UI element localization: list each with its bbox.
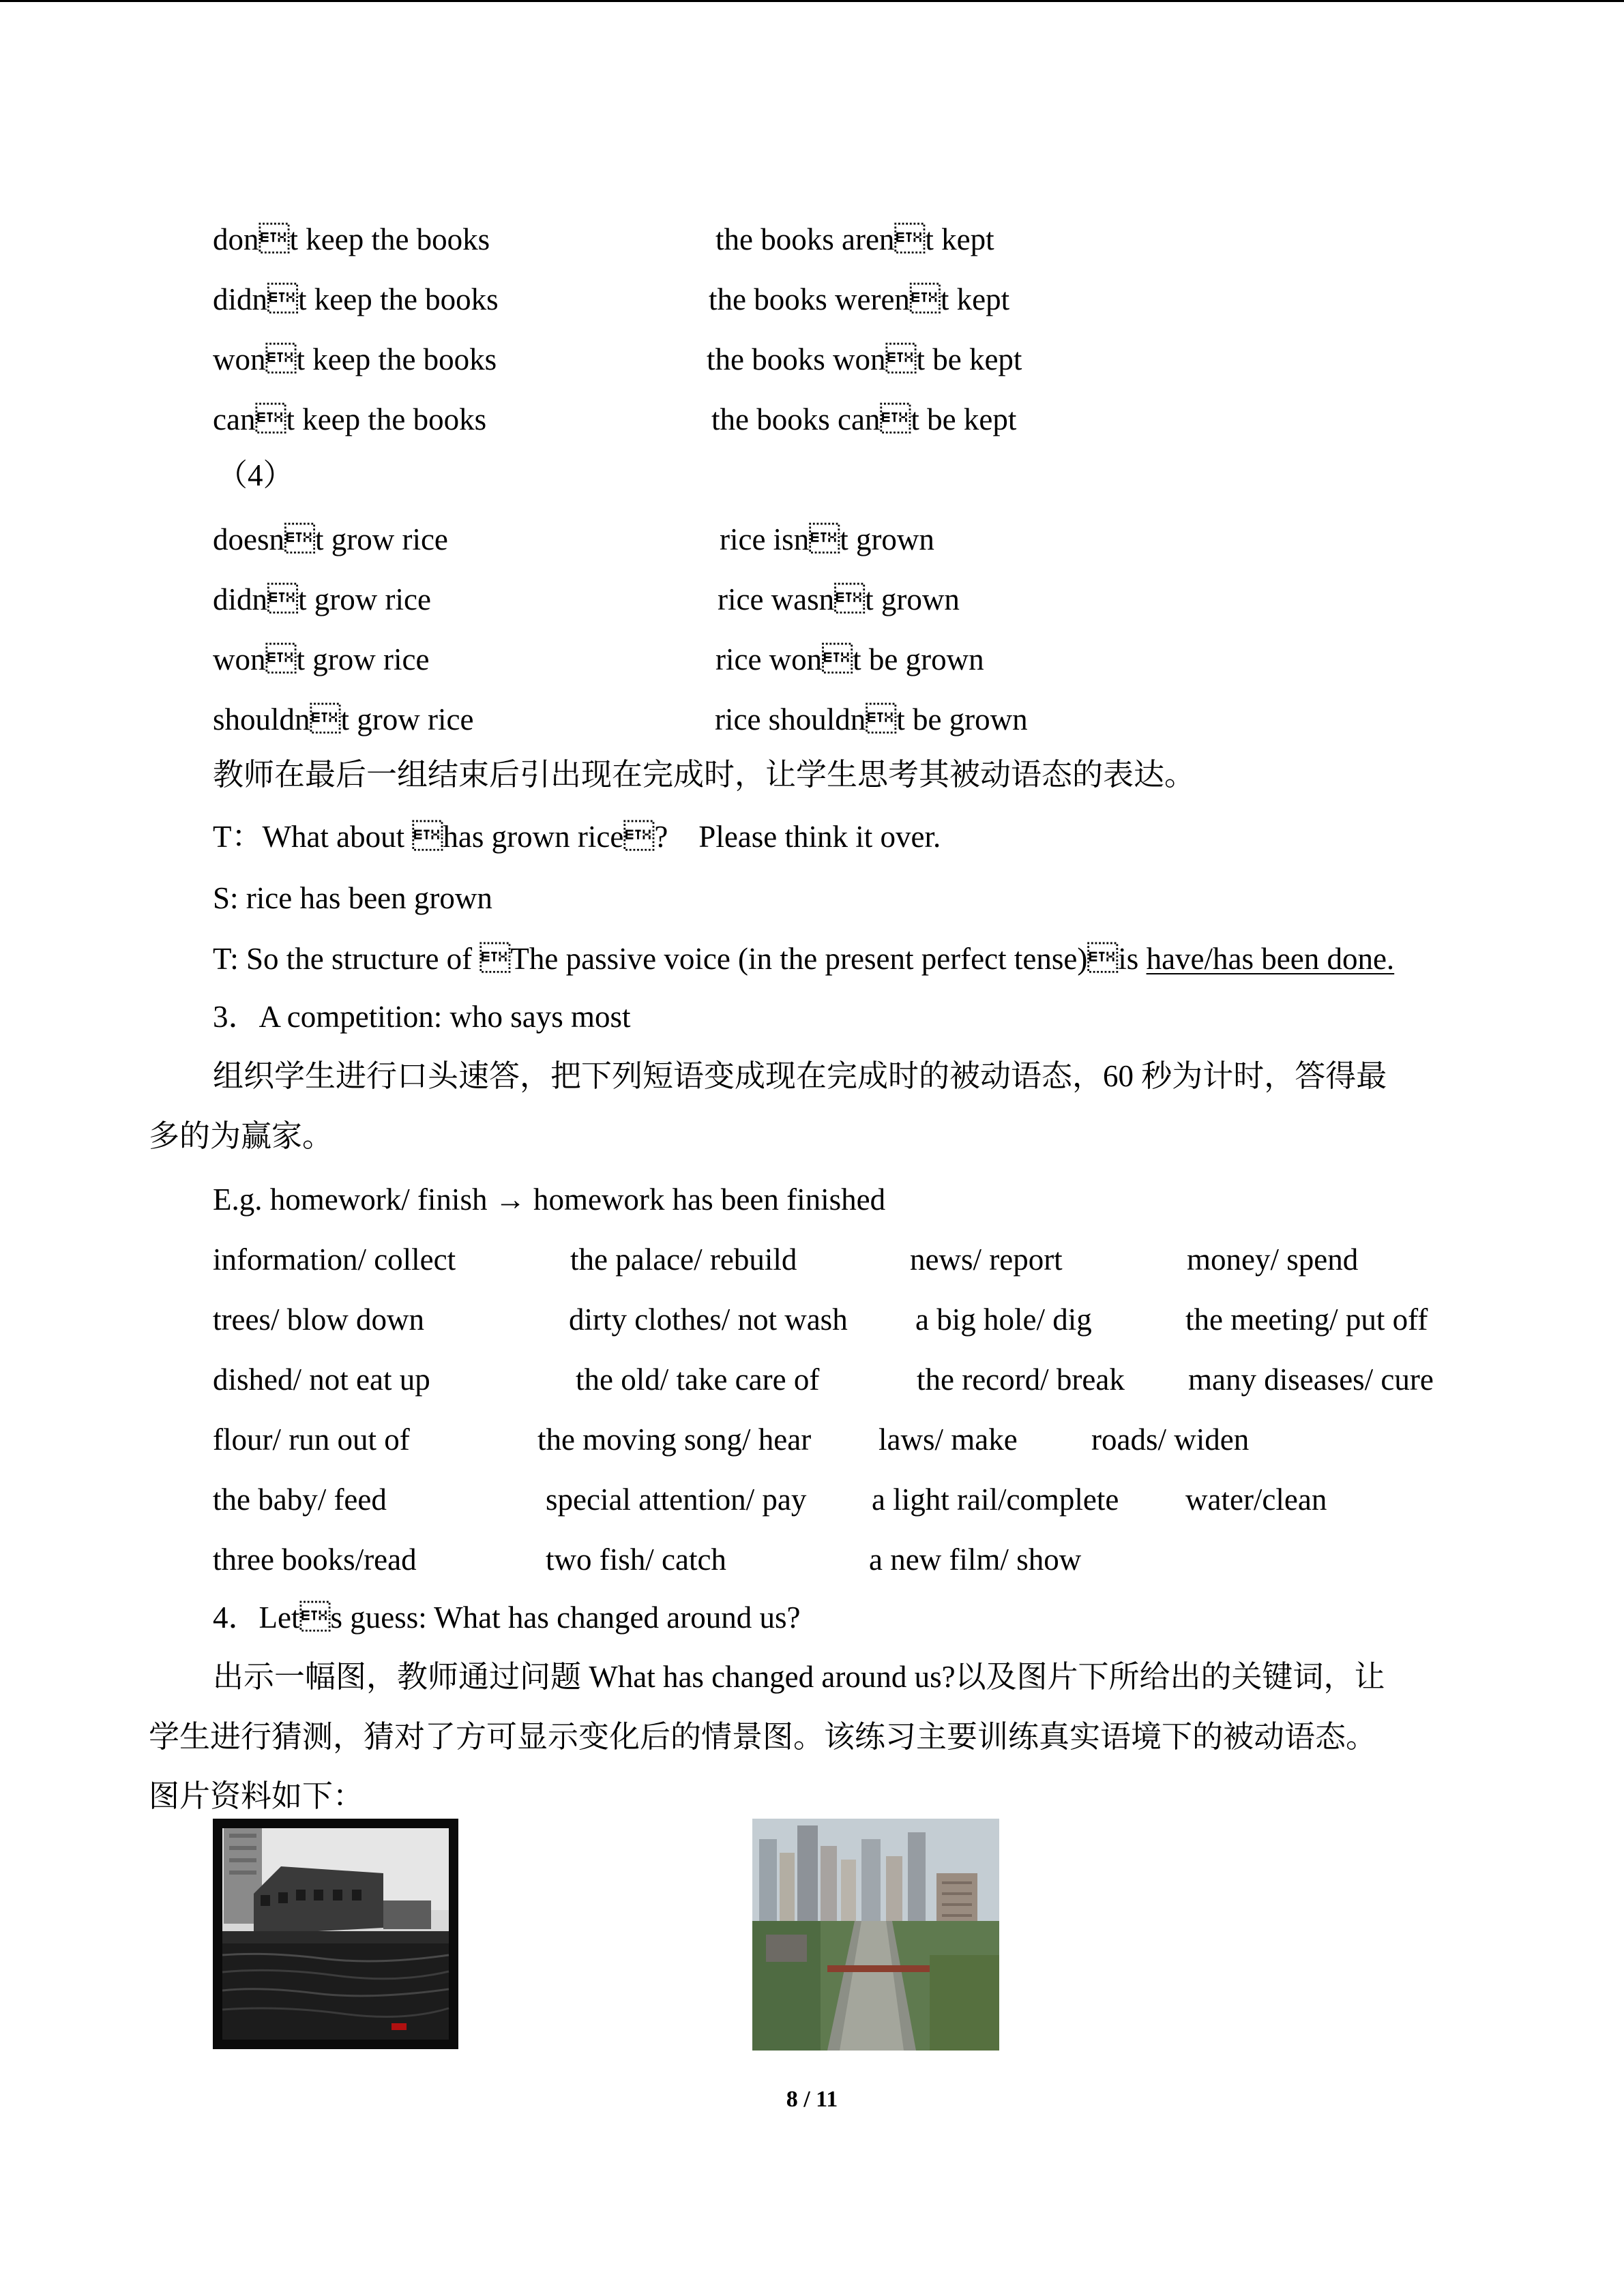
old-riverside-photo — [213, 1819, 458, 2049]
teacher-note: 教师在最后一组结束后引出现在完成时，让学生思考其被动语态的表达。 — [213, 758, 1196, 792]
group4-label: （4） — [217, 458, 294, 492]
dialogue-teacher-1: T：What about has grown rice? Please think it over. — [213, 820, 941, 854]
phrase-item: a big hole/ dig — [915, 1302, 1092, 1337]
phrase-item: the meeting/ put off — [1185, 1302, 1428, 1337]
section4-paragraph-line3: 图片资料如下： — [149, 1779, 364, 1813]
section3-paragraph-line1: 组织学生进行口头速答，把下列短语变成现在完成时的被动语态，60 秒为计时，答得最 — [213, 1059, 1387, 1093]
section4-paragraph-line1: 出示一幅图，教师通过问题 What has changed around us?以及图片下所给出的关键词，让 — [213, 1660, 1385, 1694]
phrase-item: roads/ widen — [1091, 1422, 1250, 1457]
dialogue-teacher-2-text: T: So the structure of The passive voice (in the present perfect tense)is — [213, 942, 1147, 976]
group4-active-4: shouldnt grow rice — [213, 702, 474, 736]
phrase-item: the old/ take care of — [576, 1362, 820, 1397]
phrase-item: news/ report — [910, 1242, 1063, 1277]
section3-title: 3．A competition: who says most — [213, 1000, 631, 1034]
phrase-item: laws/ make — [879, 1422, 1018, 1457]
section4-paragraph-line2: 学生进行猜测，猜对了方可显示变化后的情景图。该练习主要训练真实语境下的被动语态。 — [149, 1720, 1377, 1754]
section3-paragraph-line2: 多的为赢家。 — [149, 1119, 334, 1153]
group3-active-1: dont keep the books — [213, 222, 490, 256]
group4-passive-3: rice wont be grown — [715, 642, 984, 676]
group3-passive-3: the books wont be kept — [707, 342, 1022, 376]
group3-active-4: cant keep the books — [213, 402, 487, 436]
phrase-item: two fish/ catch — [546, 1542, 726, 1577]
phrase-item: dirty clothes/ not wash — [569, 1302, 848, 1337]
phrase-item: the record/ break — [917, 1362, 1125, 1397]
group3-passive-2: the books werent kept — [709, 282, 1010, 316]
phrase-item: the moving song/ hear — [537, 1422, 812, 1457]
example-line: E.g. homework/ finish → homework has been finished — [213, 1182, 886, 1217]
phrase-item: information/ collect — [213, 1242, 456, 1277]
phrase-item: the palace/ rebuild — [570, 1242, 797, 1277]
phrase-item: trees/ blow down — [213, 1302, 424, 1337]
dialogue-student-1: S: rice has been grown — [213, 881, 492, 915]
group3-active-2: didnt keep the books — [213, 282, 499, 316]
group4-active-2: didnt grow rice — [213, 582, 431, 616]
phrase-item: dished/ not eat up — [213, 1362, 430, 1397]
phrase-item: flour/ run out of — [213, 1422, 410, 1457]
phrase-item: three books/read — [213, 1542, 417, 1577]
phrase-item: a light rail/complete — [872, 1482, 1119, 1517]
structure-answer: have/has been done. — [1146, 942, 1395, 976]
page-number: 8 / 11 — [786, 2087, 838, 2112]
phrase-item: the baby/ feed — [213, 1482, 387, 1517]
section4-title: 4．Lets guess: What has changed around us? — [213, 1600, 801, 1635]
group4-passive-2: rice wasnt grown — [718, 582, 960, 616]
phrase-item: special attention/ pay — [546, 1482, 807, 1517]
phrase-item: many diseases/ cure — [1188, 1362, 1434, 1397]
group4-passive-1: rice isnt grown — [720, 522, 934, 556]
group4-active-1: doesnt grow rice — [213, 522, 448, 556]
group3-passive-4: the books cant be kept — [711, 402, 1017, 436]
phrase-item: water/clean — [1185, 1482, 1327, 1517]
group4-active-3: wont grow rice — [213, 642, 430, 676]
group3-active-3: wont keep the books — [213, 342, 497, 376]
group4-passive-4: rice shouldnt be grown — [715, 702, 1028, 736]
top-border — [0, 0, 1624, 2]
modern-riverside-photo — [752, 1819, 999, 2051]
dialogue-teacher-2 — [213, 940, 1394, 978]
phrase-item: a new film/ show — [869, 1542, 1082, 1577]
phrase-item: money/ spend — [1187, 1242, 1359, 1277]
group3-passive-1: the books arent kept — [715, 222, 994, 256]
